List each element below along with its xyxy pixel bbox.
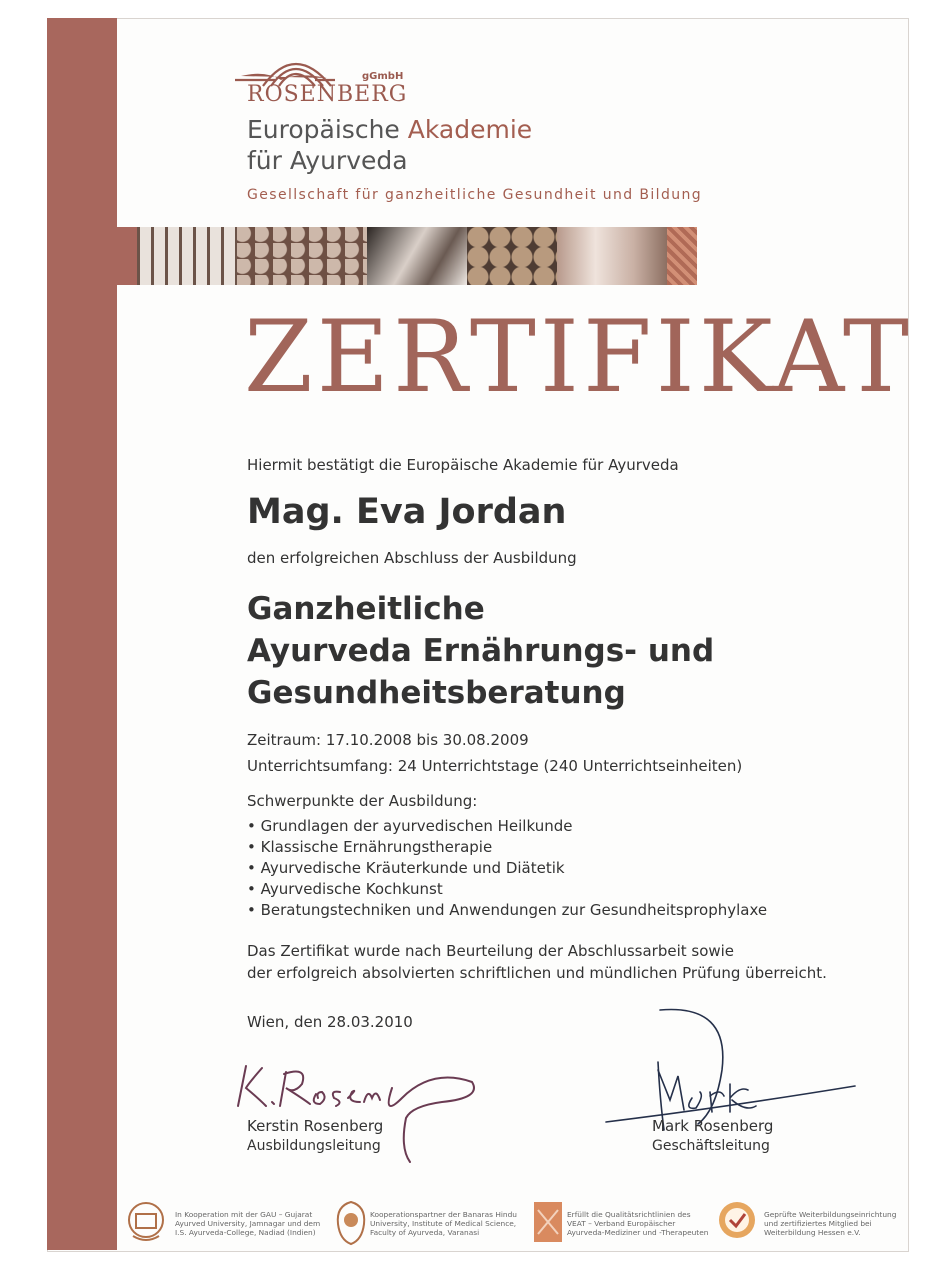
list-item: • Klassische Ernährungstherapie xyxy=(247,837,767,858)
footer-text-gau: In Kooperation mit der GAU – Gujarat Ayurved University, Jamnagar und dem I.S. Ayurveda-College, Nadiad (Indien) xyxy=(175,1210,321,1237)
list-item: • Beratungstechniken und Anwendungen zur Gesundheitsprophylaxe xyxy=(247,900,767,921)
gau-university-emblem-icon xyxy=(125,1198,167,1246)
course-title xyxy=(247,588,714,714)
course-title-line2: Ayurveda Ernährungs- und xyxy=(247,633,715,669)
focus-title: Schwerpunkte der Ausbildung: xyxy=(247,792,478,810)
weiterbildung-hessen-seal-icon xyxy=(716,1198,758,1246)
focus-list xyxy=(247,816,767,921)
completion-text: den erfolgreichen Abschluss der Ausbildung xyxy=(247,549,577,567)
left-signer-role: Ausbildungsleitung xyxy=(247,1138,381,1154)
course-title-line3: Gesundheitsberatung xyxy=(247,675,626,711)
logo-gmbh: gGmbH xyxy=(362,71,404,82)
strip-color-block xyxy=(117,227,137,285)
period-text: Zeitraum: 17.10.2008 bis 30.08.2009 xyxy=(247,731,529,749)
right-signer-name: Mark Rosenberg xyxy=(652,1117,774,1135)
logo-wordmark: ROSENBERG xyxy=(247,82,408,107)
coins-image xyxy=(467,227,557,285)
confirmation-text: Hiermit bestätigt die Europäische Akademie für Ayurveda xyxy=(247,456,679,474)
beans-image xyxy=(237,227,367,285)
hands-image xyxy=(367,227,467,285)
recipient-name: Mag. Eva Jordan xyxy=(247,492,567,532)
closing-text-line2: der erfolgreich absolvierten schriftlichen und mündlichen Prüfung überreicht. xyxy=(247,964,827,982)
massage-image xyxy=(557,227,667,285)
footer-text-banaras: Kooperationspartner der Banaras Hindu University, Institute of Medical Science, Faculty of Ayurveda, Varanasi xyxy=(370,1210,517,1237)
list-item: • Ayurvedische Kochkunst xyxy=(247,879,767,900)
academy-tagline: Gesellschaft für ganzheitliche Gesundheit und Bildung xyxy=(247,187,703,203)
footer-text-veat: Erfüllt die Qualitätsrichtlinien des VEAT – Verband Europäischer Ayurveda-Mediziner und -Therapeuten xyxy=(567,1210,709,1237)
footer-text-hessen: Geprüfte Weiterbildungseinrichtung und zertifiziertes Mitglied bei Weiterbildung Hessen e.V. xyxy=(764,1210,897,1237)
place-date: Wien, den 28.03.2010 xyxy=(247,1013,413,1031)
academy-name-part2: Akademie xyxy=(407,115,533,144)
academy-name-line2: für Ayurveda xyxy=(247,146,408,175)
closing-text-line1: Das Zertifikat wurde nach Beurteilung der Abschlussarbeit sowie xyxy=(247,942,735,960)
veat-logo-icon xyxy=(530,1198,572,1246)
certificate-title: ZERTIFIKAT xyxy=(244,300,913,415)
photo-strip xyxy=(117,227,755,285)
left-color-bar xyxy=(47,18,117,1250)
course-title-line1: Ganzheitliche xyxy=(247,591,485,627)
banaras-university-emblem-icon xyxy=(330,1198,372,1246)
timber-house-image xyxy=(137,227,237,285)
scope-text: Unterrichtsumfang: 24 Unterrichtstage (240 Unterrichtseinheiten) xyxy=(247,757,743,775)
left-signer-name: Kerstin Rosenberg xyxy=(247,1117,384,1135)
pattern-image xyxy=(667,227,697,285)
academy-name-part1: Europäische xyxy=(247,115,400,144)
academy-name-line1 xyxy=(247,115,532,144)
list-item: • Grundlagen der ayurvedischen Heilkunde xyxy=(247,816,767,837)
list-item: • Ayurvedische Kräuterkunde und Diätetik xyxy=(247,858,767,879)
right-signer-role: Geschäftsleitung xyxy=(652,1138,770,1154)
